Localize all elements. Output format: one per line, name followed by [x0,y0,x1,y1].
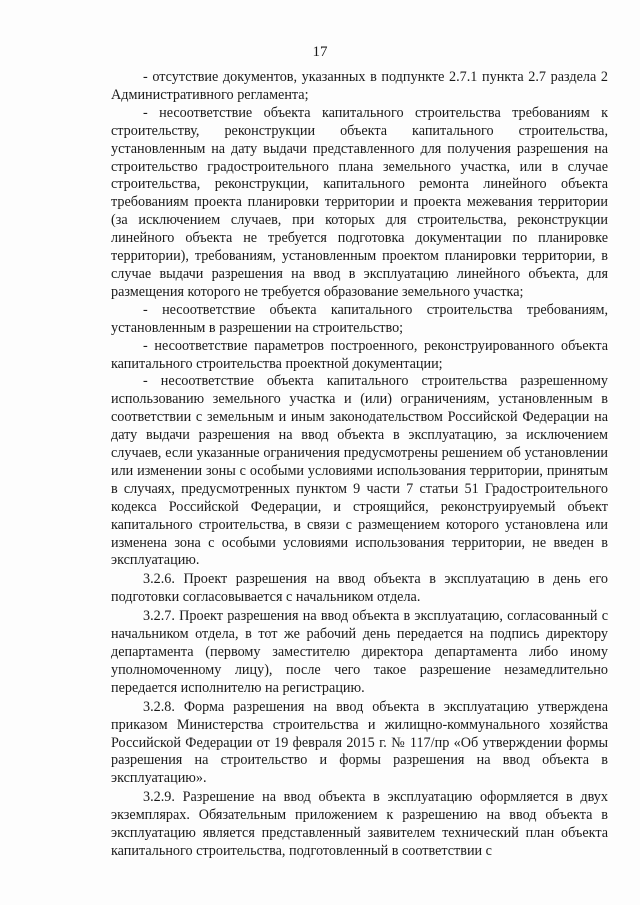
paragraph-missing-documents: - отсутствие документов, указанных в подпункте 2.7.1 пункта 2.7 раздела 2 Административного регламента; [111,69,608,103]
paragraph-3-2-9: 3.2.9. Разрешение на ввод объекта в эксплуатацию оформляется в двух экземплярах. Обязательным приложением к разрешению на ввод объекта в эксплуатацию является представленный заявителем технический план объекта капитального строительства, подготовленный в соответствии с [111,789,608,859]
paragraph-land-use-mismatch: - несоответствие объекта капитального строительства разрешенному использованию земельного участка и (или) ограничениям, установленным в соответствии с земельным и иным законодательством Российской Федерации на дату выдачи разрешения на ввод объекта в эксплуатацию, за исключением случаев, если указанные ограничения предусмотрены решением об установлении или изменении зоны с особыми условиями использования территории, принятым в случаях, предусмотренных пунктом 9 части 7 статьи 51 Градостроительного кодекса Российской Федерации, и строящийся, реконструируемый объект капитального строительства, в связи с размещением которого установлена или изменена зона с особыми условиями использования территории, не введен в эксплуатацию. [111,373,608,569]
paragraph-3-2-6: 3.2.6. Проект разрешения на ввод объекта в эксплуатацию в день его подготовки согласовывается с начальником отдела. [111,571,608,606]
paragraph-permit-requirements-mismatch: - несоответствие объекта капитального строительства требованиям, установленным в разрешении на строительство; [111,301,608,336]
paragraph-urban-plan-mismatch: - несоответствие объекта капитального строительства требованиям к строительству, реконструкции объекта капитального строительства, установленным на дату выдачи представленного для получения разрешения на строительство градостроительного плана земельного участка, или в случае строительства, реконструкции, капитального ремонта линейного объекта требованиям проекта планировки территории и проекта межевания территории (за исключением случаев, при которых для строительства, реконструкции линейного объекта не требуется подготовка документации по планировке территории), требованиям, установленным проектом планировки территории, в случае выдачи разрешения на ввод в эксплуатацию линейного объекта, для размещения которого не требуется образование земельного участка; [111,104,608,300]
page-number: 17 [312,44,328,60]
paragraph-3-2-8: 3.2.8. Форма разрешения на ввод объекта в эксплуатацию утверждена приказом Министерства строительства и жилищно-коммунального хозяйства Российской Федерации от 19 февраля 2015 г. № 117/пр «Об утверждении формы разрешения на строительство и формы разрешения на ввод объекта в эксплуатацию». [111,698,608,787]
paragraph-project-docs-mismatch: - несоответствие параметров построенного, реконструированного объекта капитального строительства проектной документации; [111,337,608,372]
document-body [111,69,608,861]
paragraph-3-2-7: 3.2.7. Проект разрешения на ввод объекта в эксплуатацию, согласованный с начальником отдела, в тот же рабочий день передается на подпись директору департамента (первому заместителю директора департамента либо иному уполномоченному лицу), после чего такое разрешение незамедлительно передается исполнителю на регистрацию. [111,608,608,696]
